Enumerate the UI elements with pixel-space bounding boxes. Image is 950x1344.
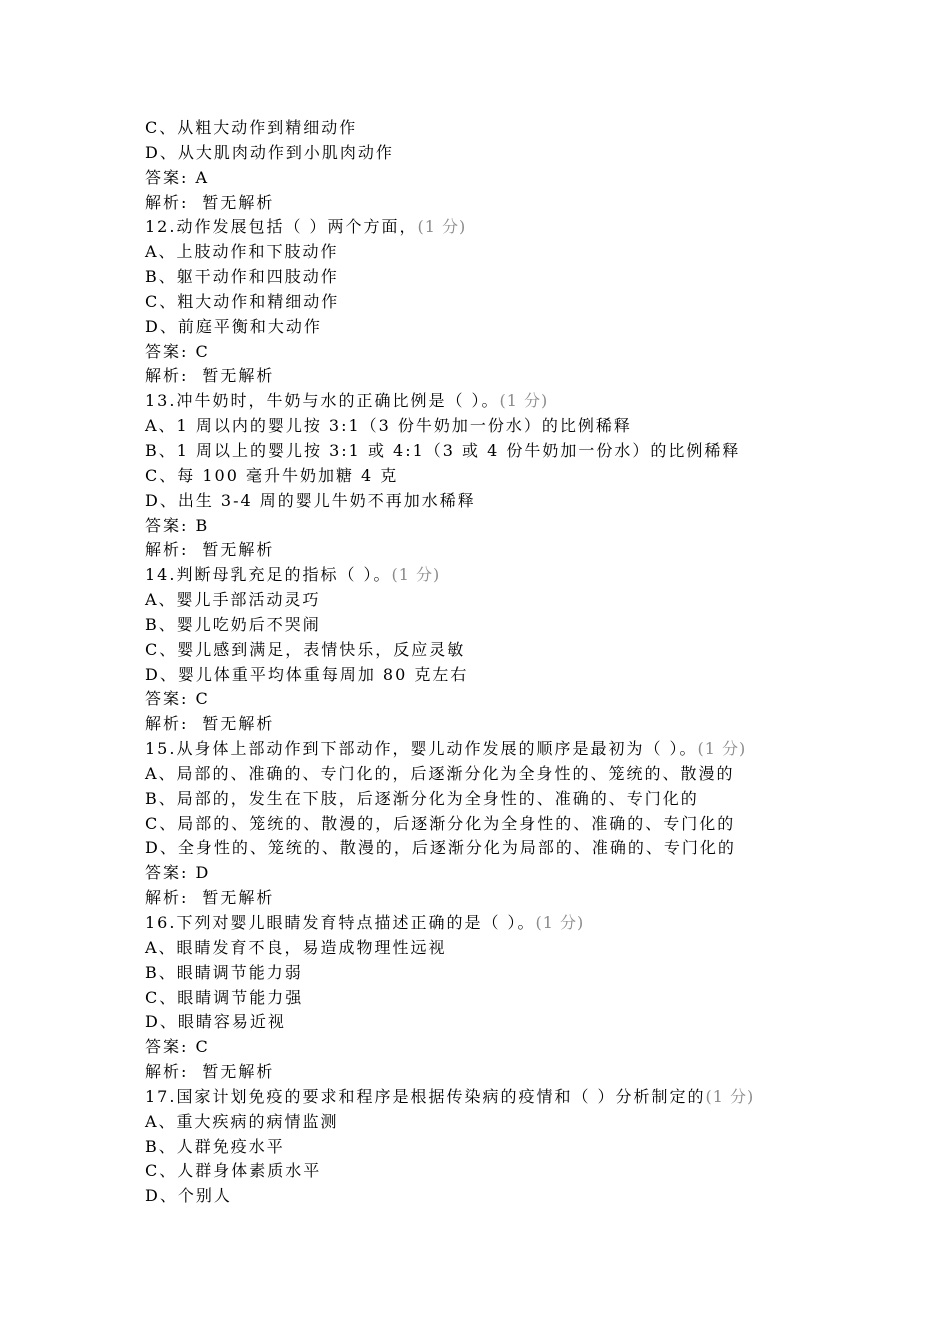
- option-line: C、人群身体素质水平: [145, 1161, 322, 1181]
- option-line: A、上肢动作和下肢动作: [145, 242, 339, 262]
- analysis-text: 暂无解析: [202, 1062, 275, 1082]
- answer-line: 答案: D: [145, 863, 211, 883]
- option-line: A、1 周以内的婴儿按 3:1（3 份牛奶加一份水）的比例稀释: [145, 416, 632, 436]
- question-text: 12.动作发展包括（ ）两个方面，: [145, 217, 418, 237]
- analysis-line: [145, 712, 925, 737]
- question-stem: [145, 563, 925, 588]
- option-line: B、婴儿吃奶后不哭闹: [145, 614, 321, 634]
- option-line: A、眼睛发育不良，易造成物理性远视: [145, 937, 447, 957]
- question-text: 17.国家计划免疫的要求和程序是根据传染病的疫情和（ ）分析制定的: [145, 1086, 706, 1106]
- option-line: D、婴儿体重平均体重每周加 80 克左右: [145, 664, 469, 684]
- analysis-line: [145, 1060, 925, 1085]
- option-line: D、个别人: [145, 1186, 232, 1206]
- analysis-label: 解析:: [145, 192, 189, 212]
- question-stem: [145, 215, 925, 240]
- analysis-line: [145, 886, 925, 911]
- analysis-label: 解析:: [145, 540, 189, 560]
- question-list: [145, 116, 925, 1209]
- option-line: C、婴儿感到满足，表情快乐，反应灵敏: [145, 639, 466, 659]
- option-line: A、婴儿手部活动灵巧: [145, 590, 321, 610]
- question-stem: [145, 737, 925, 762]
- question-score: (1 分): [535, 913, 585, 932]
- question-score: (1 分): [705, 1086, 755, 1106]
- question-stem: [145, 911, 925, 936]
- question-stem: [145, 1085, 925, 1110]
- option-line: C、局部的、笼统的、散漫的，后逐渐分化为全身性的、准确的、专门化的: [145, 813, 736, 833]
- option-line: B、眼睛调节能力弱: [145, 962, 303, 982]
- answer-line: 答案: C: [145, 1037, 210, 1057]
- question-score: (1 分): [697, 739, 747, 759]
- option-line: B、1 周以上的婴儿按 3:1 或 4:1（3 或 4 份牛奶加一份水）的比例稀释: [145, 440, 741, 460]
- question-text: 16.下列对婴儿眼睛发育特点描述正确的是（ ）。: [145, 913, 536, 932]
- question-stem: [145, 389, 925, 414]
- option-line: D、全身性的、笼统的、散漫的，后逐渐分化为局部的、准确的、专门化的: [145, 838, 736, 858]
- answer-line: 答案: A: [145, 167, 210, 187]
- option-line: A、重大疾病的病情监测: [145, 1111, 339, 1131]
- option-line: D、从大肌肉动作到小肌肉动作: [145, 142, 394, 162]
- option-line: B、躯干动作和四肢动作: [145, 267, 339, 287]
- option-line: C、每 100 毫升牛奶加糖 4 克: [145, 465, 399, 485]
- analysis-label: 解析:: [145, 714, 189, 734]
- analysis-text: 暂无解析: [202, 192, 275, 212]
- option-line: C、粗大动作和精细动作: [145, 291, 340, 311]
- option-line: D、出生 3-4 周的婴儿牛奶不再加水稀释: [145, 490, 476, 510]
- analysis-label: 解析:: [145, 1062, 189, 1082]
- option-line: B、人群免疫水平: [145, 1136, 285, 1156]
- answer-line: 答案: B: [145, 515, 210, 535]
- answer-line: 答案: C: [145, 689, 210, 709]
- question-score: (1 分): [391, 565, 441, 585]
- analysis-line: [145, 538, 925, 563]
- analysis-line: [145, 364, 925, 389]
- option-line: A、局部的、准确的、专门化的，后逐渐分化为全身性的、笼统的、散漫的: [145, 763, 735, 783]
- option-line: D、前庭平衡和大动作: [145, 316, 322, 336]
- analysis-label: 解析:: [145, 888, 189, 908]
- option-line: C、从粗大动作到精细动作: [145, 118, 358, 137]
- question-score: (1 分): [417, 217, 467, 237]
- analysis-label: 解析:: [145, 366, 189, 386]
- analysis-text: 暂无解析: [202, 366, 275, 386]
- option-line: C、眼睛调节能力强: [145, 987, 304, 1007]
- analysis-text: 暂无解析: [202, 714, 275, 734]
- answer-line: 答案: C: [145, 341, 210, 361]
- analysis-line: [145, 191, 925, 216]
- question-text: 13.冲牛奶时，牛奶与水的正确比例是（ ）。: [145, 391, 500, 411]
- question-text: 14.判断母乳充足的指标（ ）。: [145, 565, 392, 585]
- option-line: D、眼睛容易近视: [145, 1012, 286, 1032]
- question-score: (1 分): [499, 391, 549, 411]
- option-line: B、局部的，发生在下肢，后逐渐分化为全身性的、准确的、专门化的: [145, 788, 699, 808]
- analysis-text: 暂无解析: [202, 540, 275, 560]
- analysis-text: 暂无解析: [202, 888, 275, 908]
- question-text: 15.从身体上部动作到下部动作，婴儿动作发展的顺序是最初为（ ）。: [145, 739, 698, 759]
